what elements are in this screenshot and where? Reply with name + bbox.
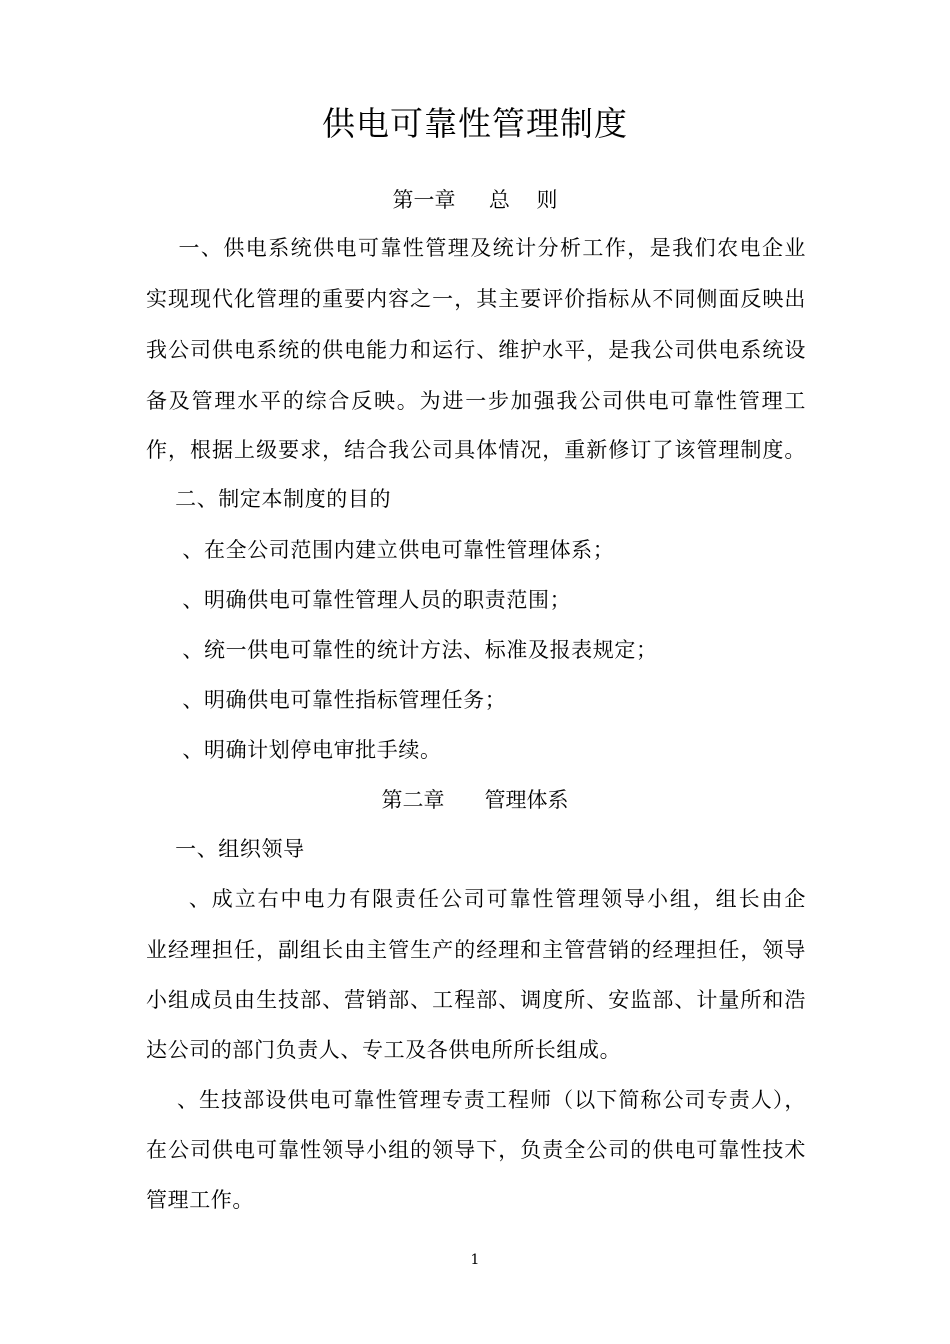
chapter-1-heading: 第一章 总 则 — [392, 188, 558, 212]
section-heading: 二、制定本制度的目的 — [146, 487, 392, 511]
paragraph-line: 我公司供电系统的供电能力和运行、维护水平，是我公司供电系统设 — [146, 338, 806, 362]
document-title: 供电可靠性管理制度 — [322, 104, 628, 143]
paragraph-line: 业经理担任，副组长由主管生产的经理和主管营销的经理担任，领导 — [146, 938, 806, 962]
page-number: 1 — [470, 1252, 480, 1268]
list-item: 、明确供电可靠性指标管理任务； — [146, 688, 507, 712]
list-item: 、统一供电可靠性的统计方法、标准及报表规定； — [146, 638, 658, 662]
paragraph-line: 、成立右中电力有限责任公司可靠性管理领导小组，组长由企 — [146, 887, 806, 911]
paragraph-line: 在公司供电可靠性领导小组的领导下，负责全公司的供电可靠性技术 — [146, 1138, 806, 1162]
paragraph-line: 、生技部设供电可靠性管理专责工程师（以下简称公司专责人）， — [146, 1088, 806, 1112]
list-item: 、明确计划停电审批手续。 — [146, 738, 442, 762]
paragraph-line: 管理工作。 — [146, 1188, 254, 1212]
chapter-2-heading: 第二章 管理体系 — [381, 788, 569, 812]
paragraph-line: 达公司的部门负责人、专工及各供电所所长组成。 — [146, 1038, 622, 1062]
paragraph-line: 备及管理水平的综合反映。为进一步加强我公司供电可靠性管理工 — [146, 389, 806, 413]
list-item: 、明确供电可靠性管理人员的职责范围； — [146, 588, 572, 612]
paragraph-line: 小组成员由生技部、营销部、工程部、调度所、安监部、计量所和浩 — [146, 988, 806, 1012]
paragraph-line: 作，根据上级要求，结合我公司具体情况，重新修订了该管理制度。 — [146, 438, 806, 462]
paragraph-line: 实现现代化管理的重要内容之一，其主要评价指标从不同侧面反映出 — [146, 287, 806, 311]
paragraph-line: 一、供电系统供电可靠性管理及统计分析工作，是我们农电企业 — [146, 236, 806, 260]
list-item: 、在全公司范围内建立供电可靠性管理体系； — [146, 538, 615, 562]
section-heading: 一、组织领导 — [146, 837, 305, 861]
